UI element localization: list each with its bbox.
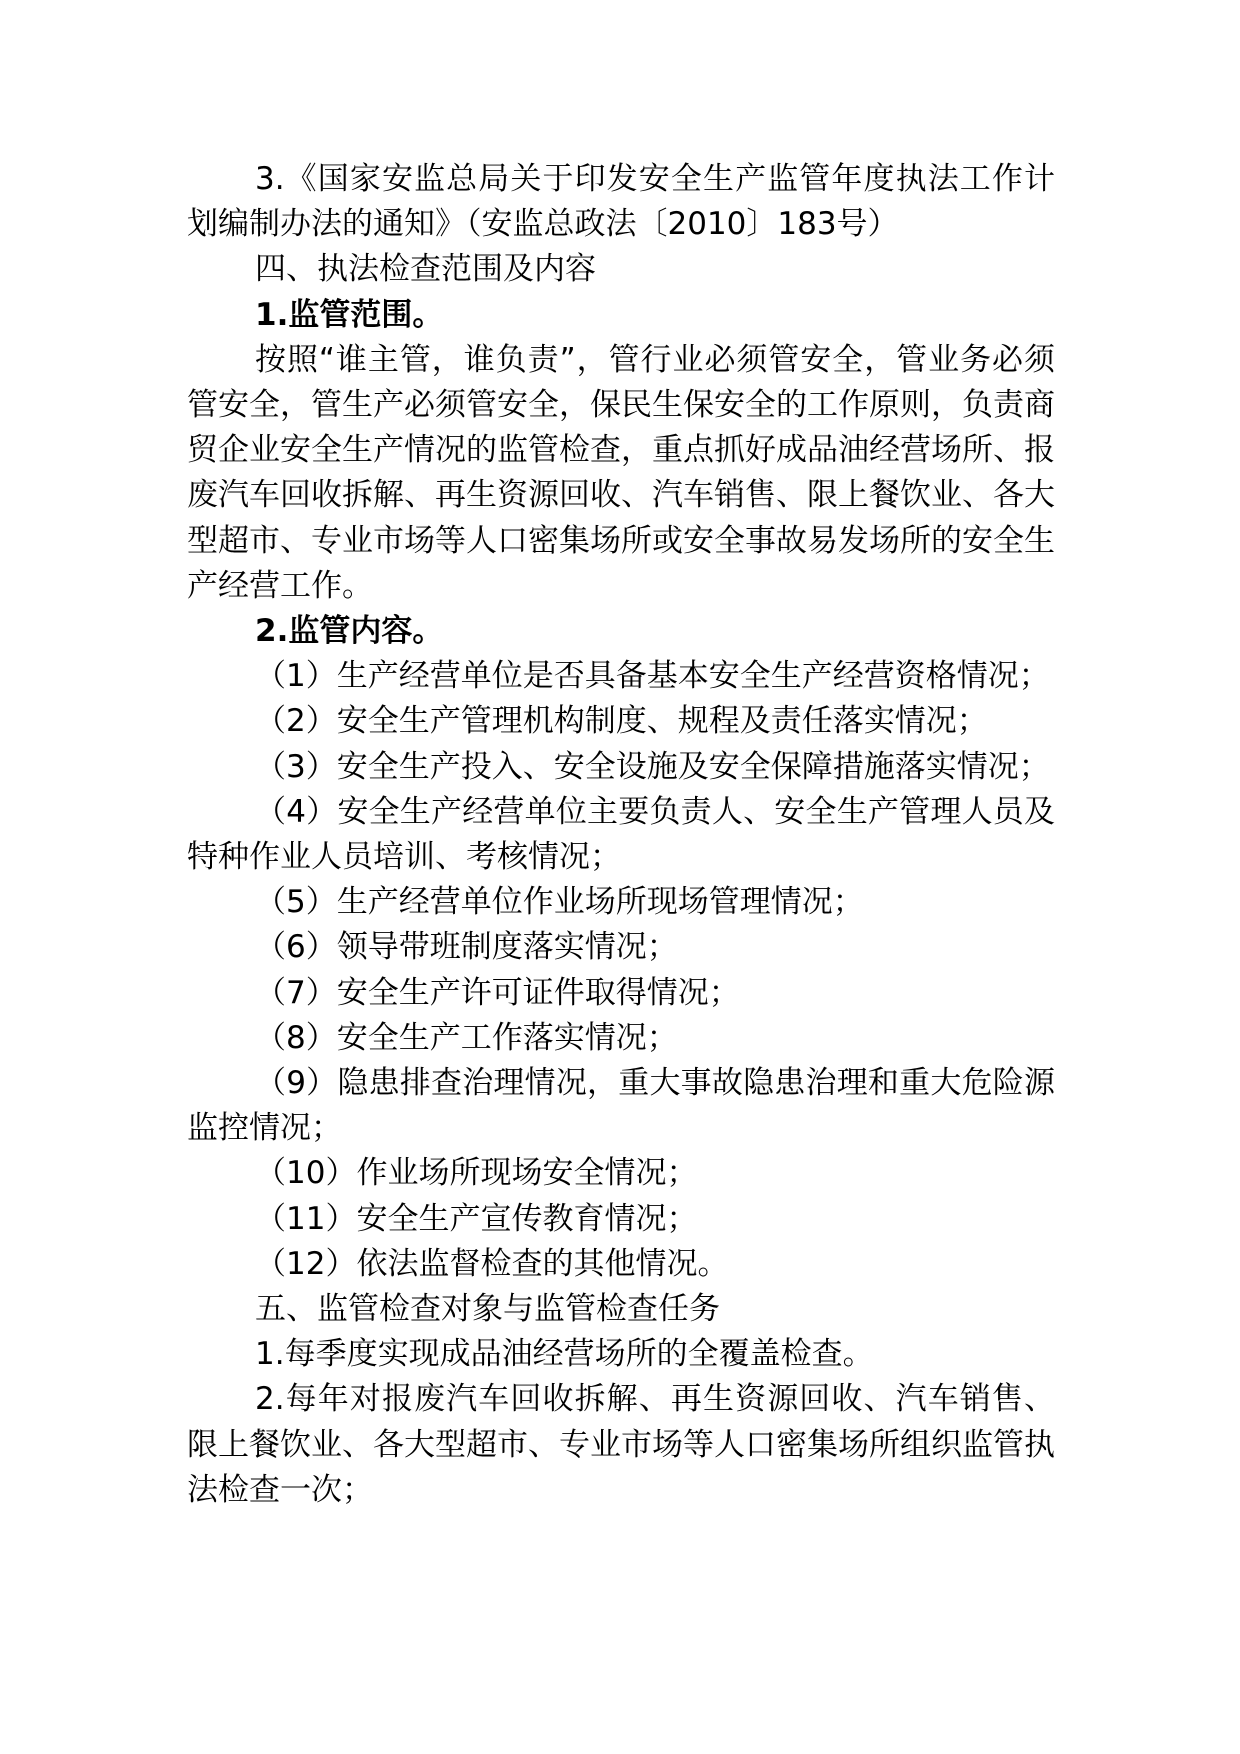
section-heading-4: 四、执法检查范围及内容	[255, 251, 596, 288]
subheading-supervision-content: 2.监管内容。	[255, 613, 444, 650]
list-item-content-7: （7）安全生产许可证件取得情况；	[255, 974, 740, 1011]
task-item-1: 1.每季度实现成品油经营场所的全覆盖检查。	[255, 1336, 874, 1373]
task-item-2: 2.每年对报废汽车回收拆解、再生资源回收、汽车销售、限上餐饮业、各大型超市、专业市场等人口密集场所组织监管执法检查一次；	[187, 1381, 1055, 1508]
section-heading-5: 五、监管检查对象与监管检查任务	[255, 1291, 720, 1328]
list-item-content-8: （8）安全生产工作落实情况；	[255, 1019, 678, 1056]
list-item-content-6: （6）领导带班制度落实情况；	[255, 929, 678, 966]
paragraph-scope-body: 按照“谁主管，谁负责”，管行业必须管安全，管业务必须管安全，管生产必须管安全，保民生保安全的工作原则，负责商贸企业安全生产情况的监管检查，重点抓好成品油经营场所、报废汽车回收拆解、再生资源回收、汽车销售、限上餐饮业、各大型超市、专业市场等人口密集场所或安全事故易发场所的安全生产经营工作。	[187, 341, 1055, 604]
subheading-supervision-scope: 1.监管范围。	[255, 296, 444, 333]
list-item-content-11: （11）安全生产宣传教育情况；	[255, 1200, 698, 1237]
list-item-content-5: （5）生产经营单位作业场所现场管理情况；	[255, 884, 864, 921]
list-item-content-1: （1）生产经营单位是否具备基本安全生产经营资格情况；	[255, 658, 1050, 695]
list-item-content-3: （3）安全生产投入、安全设施及安全保障措施落实情况；	[255, 748, 1050, 785]
list-item-content-4: （4）安全生产经营单位主要负责人、安全生产管理人员及特种作业人员培训、考核情况；	[187, 793, 1055, 876]
document-page	[187, 157, 1055, 1513]
paragraph-legal-basis-3: 3.《国家安监总局关于印发安全生产监管年度执法工作计划编制办法的通知》（安监总政法〔2010〕183号）	[187, 161, 1055, 243]
list-item-content-9: （9）隐患排查治理情况，重大事故隐患治理和重大危险源监控情况；	[187, 1065, 1055, 1147]
list-item-content-10: （10）作业场所现场安全情况；	[255, 1155, 698, 1192]
list-item-content-12: （12）依法监督检查的其他情况。	[255, 1245, 729, 1282]
list-item-content-2: （2）安全生产管理机构制度、规程及责任落实情况；	[255, 703, 988, 740]
